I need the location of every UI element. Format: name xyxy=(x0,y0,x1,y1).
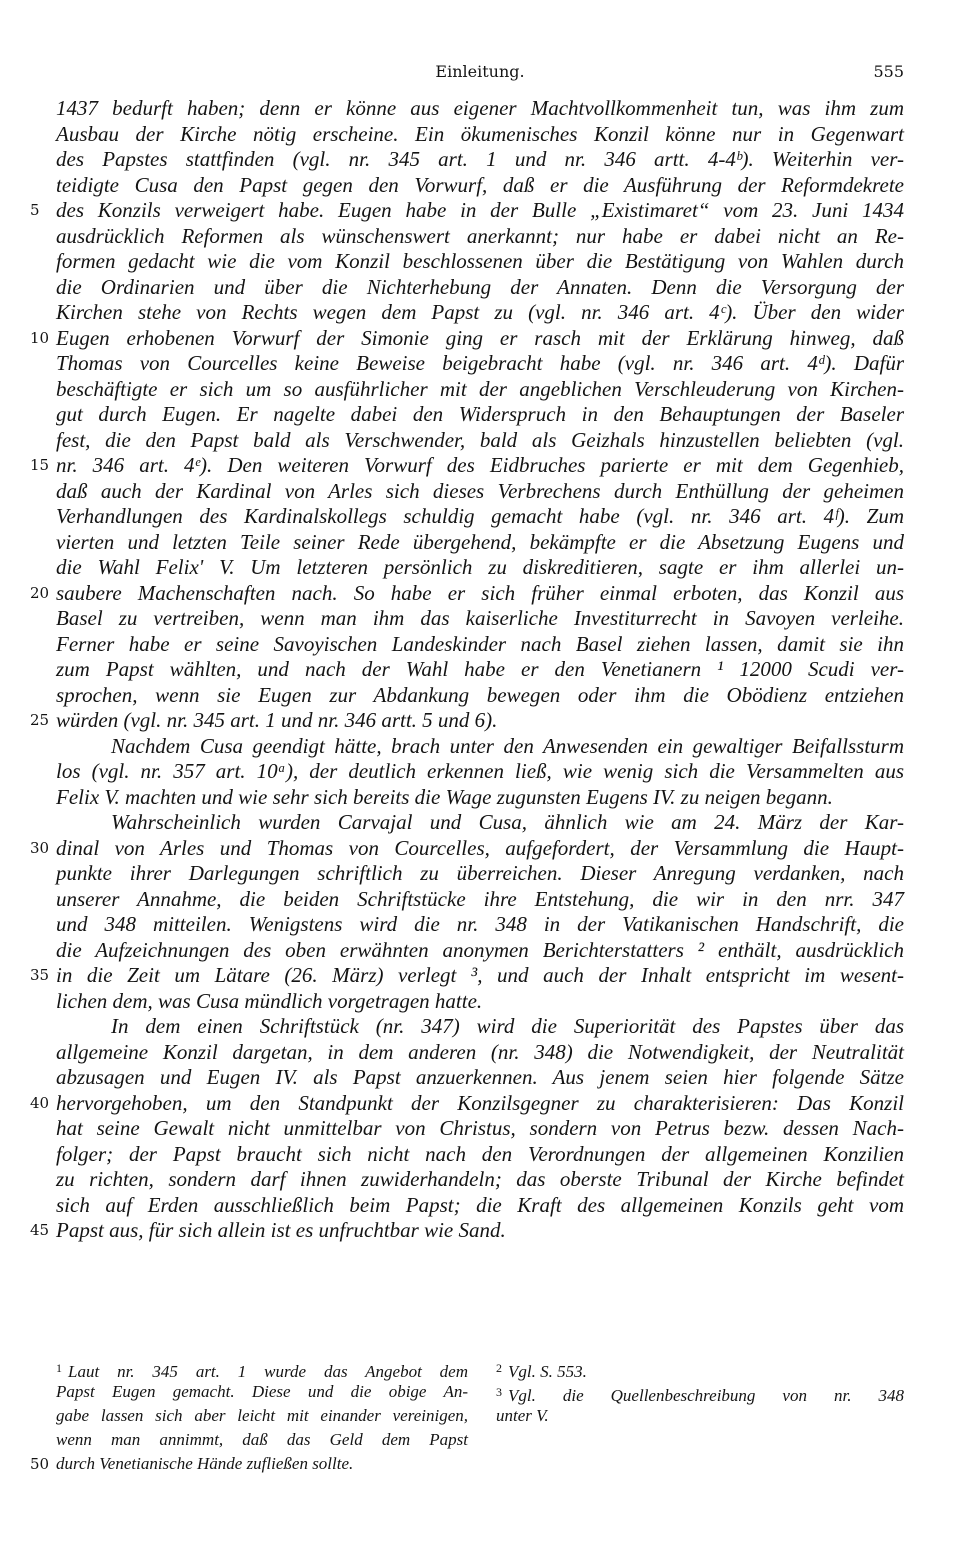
line-text: folger; der Papst braucht sich nicht nach den Verordnungen der allgemeinen Konzilien xyxy=(56,1141,904,1166)
line-text: sprochen, wenn sie Eugen zur Abdankung bewegen oder ihm die Obödienz entziehen xyxy=(56,682,904,707)
footnote-text: Papst Eugen gemacht. Diese und die obige An- xyxy=(56,1382,468,1401)
line-text: allgemeine Konzil dargetan, in dem anderen (nr. 348) die Notwendigkeit, der Neutralität xyxy=(56,1039,904,1064)
line-text: teidigte Cusa den Papst gegen den Vorwurf, daß er die Ausführung der Reformdekrete xyxy=(56,172,904,197)
line-text: fest, die den Papst bald als Verschwender, bald als Geizhals hinzustellen beliebten (vgl. xyxy=(56,427,904,452)
text-line xyxy=(56,122,904,148)
footnote-line xyxy=(56,1404,468,1428)
line-text: die Ordinarien und über die Nichterhebung der Annaten. Denn die Versorgung der xyxy=(56,274,904,299)
text-line xyxy=(56,377,904,403)
line-text: Kirchen stehe von Rechts wegen dem Papst zu (vgl. nr. 346 art. 4ᶜ). Über den wider xyxy=(56,300,904,324)
line-text: unserer Annahme, die beiden Schriftstücke ihre Entstehung, die wir in den nrr. 347 xyxy=(56,886,904,911)
text-line xyxy=(56,1142,904,1168)
text-line xyxy=(56,683,904,709)
page-number: 555 xyxy=(873,62,904,81)
text-line xyxy=(30,580,904,607)
line-text: in die Zeit um Lätare (26. März) verlegt ³, und auch der Inhalt entspricht im wesent- xyxy=(56,963,904,987)
line-text: zum Papst wählten, und nach der Wahl habe er den Venetianern ¹ 12000 Scudi ver- xyxy=(56,657,904,681)
text-line xyxy=(56,632,904,658)
text-line xyxy=(56,887,904,913)
line-number: 30 xyxy=(30,838,50,857)
footnote-text: gabe lassen sich aber leicht mit einander vereinigen, xyxy=(56,1406,468,1425)
running-title: Einleitung. xyxy=(435,62,525,81)
line-number: 10 xyxy=(30,328,50,347)
footnote-line xyxy=(496,1356,904,1380)
line-text: gut durch Eugen. Er nagelte dabei den Widerspruch in den Behauptungen der Baseler xyxy=(56,402,904,426)
line-text: Ausbau der Kirche nötig erscheine. Ein ökumenisches Konzil könne nur in Gegenwart xyxy=(56,121,904,146)
text-line xyxy=(56,504,904,530)
line-text: Verhandlungen des Kardinalskollegs schuldig gemacht habe (vgl. nr. 346 art. 4ᶠ). Zum xyxy=(56,504,904,528)
line-text: beschäftigte er sich um so ausführlicher mit der angeblichen Verschleuderung von Kirchen- xyxy=(56,376,904,401)
line-text: und 348 mitteilen. Wenigstens wird die nr. 348 in der Vatikanischen Handschrift, die xyxy=(56,912,904,936)
line-number: 20 xyxy=(30,583,50,602)
text-line xyxy=(56,351,904,377)
text-line xyxy=(56,810,904,836)
text-line xyxy=(56,759,904,785)
line-text: saubere Machenschaften nach. So habe er sich früher einmal erboten, das Konzil aus xyxy=(56,580,904,605)
line-text: sich auf Erden ausschließlich beim Papst; die Kraft des allgemeinen Konzils geht vom xyxy=(56,1192,904,1217)
text-line xyxy=(56,300,904,326)
footnote-line xyxy=(56,1356,468,1380)
line-text: des Konzils verweigert habe. Eugen habe in der Bulle „Existimaret“ vom 23. Juni 1434 xyxy=(56,198,904,222)
text-line xyxy=(56,912,904,938)
line-text: lichen dem, was Cusa mündlich vorgetragen hatte. xyxy=(56,988,483,1013)
text-line xyxy=(30,198,904,224)
line-text: 1437 bedurft haben; denn er könne aus eigener Machtvollkommenheit tun, was ihm zum xyxy=(56,96,904,120)
footnote-text: Laut nr. 345 art. 1 wurde das Angebot dem xyxy=(68,1362,468,1381)
text-line xyxy=(56,1116,904,1142)
line-text: formen gedacht wie die vom Konzil beschlossenen über die Bestätigung von Wahlen durch xyxy=(56,249,904,273)
line-text: nr. 346 art. 4ᵉ). Den weiteren Vorwurf des Eidbruches parierte er mit dem Gegenhieb, xyxy=(56,453,904,477)
line-text: zu richten, sondern darf ihnen zuwiderhandeln; das oberste Tribunal der Kirche befindet xyxy=(56,1167,904,1191)
text-line xyxy=(56,275,904,301)
text-line xyxy=(56,530,904,556)
footnote-text: unter V. xyxy=(496,1406,549,1425)
line-number: 35 xyxy=(30,966,50,984)
footnote-marker: 3 xyxy=(496,1385,502,1399)
text-line xyxy=(56,249,904,275)
line-text: punkte ihrer Darlegungen schriftlich zu überreichen. Dieser Anregung verdanken, nach xyxy=(56,861,904,885)
text-line xyxy=(30,1218,904,1244)
text-line xyxy=(56,402,904,428)
text-line xyxy=(56,147,904,173)
text-line xyxy=(56,989,904,1015)
line-number: 15 xyxy=(30,456,50,474)
line-text: In dem einen Schriftstück (nr. 347) wird die Superiorität des Papstes über das xyxy=(111,1014,904,1038)
text-line xyxy=(56,1040,904,1066)
text-line xyxy=(56,479,904,505)
line-number: 40 xyxy=(30,1093,50,1112)
footnote-line xyxy=(56,1428,468,1452)
line-text: die Aufzeichnungen des oben erwähnten anonymen Berichterstatters ² enthält, ausdrücklich xyxy=(56,937,904,962)
line-text: abzusagen und Eugen IV. als Papst anzuerkennen. Aus jenem seien hier folgende Sätze xyxy=(56,1065,904,1089)
footnote-text: durch Venetianische Hände zufließen sollte. xyxy=(56,1454,354,1473)
footnotes-right-column xyxy=(496,1356,904,1428)
line-text: los (vgl. nr. 357 art. 10ᵃ), der deutlich erkennen ließ, wie wenig sich die Versammelten aus xyxy=(56,759,904,783)
line-text: Eugen erhobenen Vorwurf der Simonie ging er rasch mit der Erklärung hinweg, daß xyxy=(56,325,904,350)
line-text: die Wahl Felix' V. Um letzteren persönlich zu diskreditieren, sagte er ihm allerlei un- xyxy=(56,555,904,579)
line-text: Thomas von Courcelles keine Beweise beigebracht habe (vgl. nr. 346 art. 4ᵈ). Dafür xyxy=(56,351,904,375)
text-line xyxy=(56,224,904,250)
footnote-marker: 2 xyxy=(496,1361,502,1375)
line-text: daß auch der Kardinal von Arles sich dieses Verbrechens durch Enthüllung der geheimen xyxy=(56,478,904,503)
footnote-text: Vgl. S. 553. xyxy=(508,1362,587,1381)
line-text: Papst aus, für sich allein ist es unfruchtbar wie Sand. xyxy=(56,1218,506,1242)
line-number: 5 xyxy=(30,201,40,219)
main-text xyxy=(30,96,904,1244)
text-line xyxy=(56,785,904,811)
line-text: hervorgehoben, um den Standpunkt der Konzilsgegner zu charakterisieren: Das Konzil xyxy=(56,1090,904,1115)
page-header xyxy=(56,62,904,88)
text-line xyxy=(56,1167,904,1193)
text-line xyxy=(56,1014,904,1040)
line-text: Ferner habe er seine Savoyischen Landeskinder nach Basel ziehen lassen, damit sie ihn xyxy=(56,631,904,656)
line-number: 25 xyxy=(30,711,50,729)
line-text: ausdrücklich Reformen als wünschenswert anerkannt; nur habe er dabei nicht an Re- xyxy=(56,223,904,248)
text-line xyxy=(56,734,904,760)
line-number: 45 xyxy=(30,1221,50,1239)
footnote-marker: 1 xyxy=(56,1361,62,1375)
text-line xyxy=(56,1193,904,1219)
line-text: des Papstes stattfinden (vgl. nr. 345 art. 1 und nr. 346 artt. 4-4ᵇ). Weiterhin ver- xyxy=(56,147,904,171)
line-text: hat seine Gewalt nicht unmittelbar von Christus, sondern von Petrus bezw. dessen Nach- xyxy=(56,1116,904,1140)
line-text: Felix V. machten und wie sehr sich bereits die Wage zugunsten Eugens IV. zu neigen begann. xyxy=(56,784,833,809)
line-text: Wahrscheinlich wurden Carvajal und Cusa, ähnlich wie am 24. März der Kar- xyxy=(111,810,904,834)
footnote-line xyxy=(496,1404,904,1428)
text-line xyxy=(56,96,904,122)
text-line xyxy=(30,453,904,479)
text-line xyxy=(30,708,904,734)
text-line xyxy=(56,861,904,887)
text-line xyxy=(56,1065,904,1091)
footnotes-left-column xyxy=(30,1356,468,1476)
text-line xyxy=(30,963,904,989)
text-line xyxy=(56,428,904,454)
text-line xyxy=(56,938,904,964)
text-line xyxy=(56,606,904,632)
footnote-line xyxy=(56,1380,468,1404)
text-line xyxy=(30,1090,904,1117)
footnote-line xyxy=(496,1380,904,1404)
footnote-line xyxy=(30,1452,468,1476)
line-number: 50 xyxy=(30,1455,50,1473)
text-line xyxy=(56,173,904,199)
text-line xyxy=(30,325,904,352)
line-text: Basel zu vertreiben, wenn man ihm das kaiserliche Investiturrecht in Savoyen verleihe. xyxy=(56,606,904,630)
line-text: Nachdem Cusa geendigt hätte, brach unter den Anwesenden ein gewaltiger Beifallssturm xyxy=(111,733,904,758)
text-line xyxy=(56,657,904,683)
line-text: würden (vgl. nr. 345 art. 1 und nr. 346 artt. 5 und 6). xyxy=(56,708,498,732)
footnote-text: Vgl. die Quellenbeschreibung von nr. 348 xyxy=(508,1386,904,1405)
line-text: vierten und letzten Teile seiner Rede übergehend, bekämpfte er die Absetzung Eugens und xyxy=(56,529,904,554)
text-line xyxy=(56,555,904,581)
line-text: dinal von Arles und Thomas von Courcelles, aufgefordert, der Versammlung die Haupt- xyxy=(56,835,904,860)
footnote-text: wenn man annimmt, daß das Geld dem Papst xyxy=(56,1430,468,1449)
text-line xyxy=(30,835,904,862)
